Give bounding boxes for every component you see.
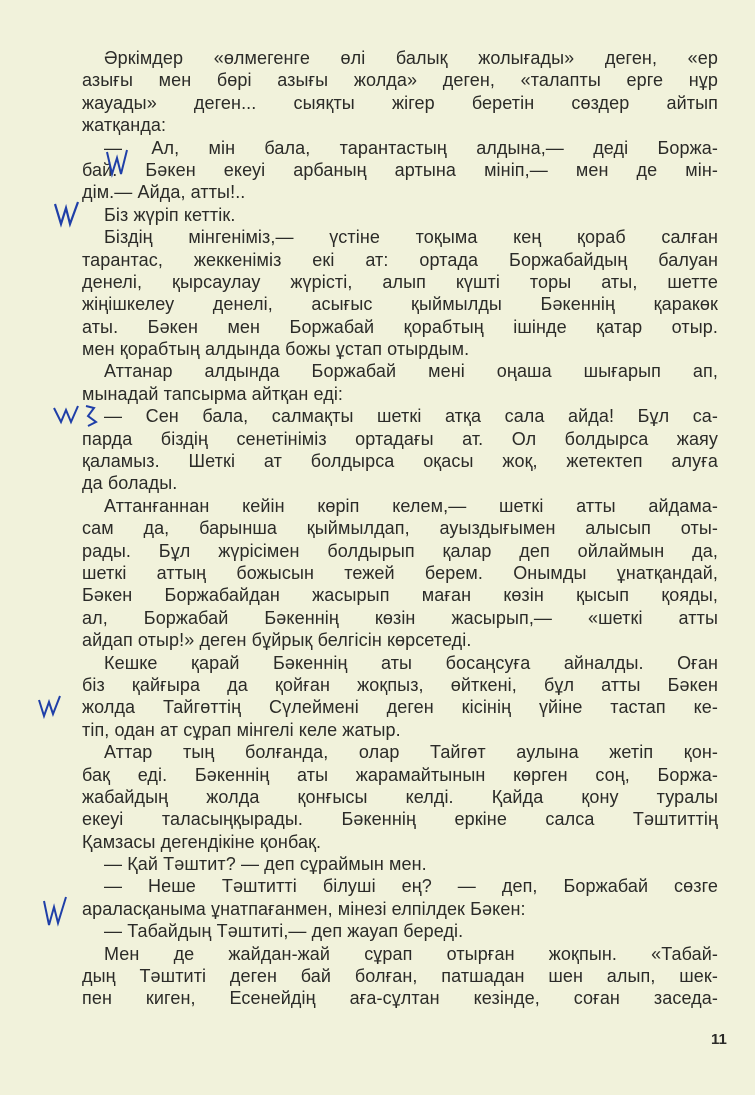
handwritten-mark-icon xyxy=(52,400,102,430)
text-line: азығы мен бөрі азығы жолда» деген, «талапты ерге нұр xyxy=(82,70,718,91)
text-line: рады. Бұл жүрісімен болдырып қалар деп ойлаймын да, xyxy=(82,540,718,561)
text-line: ал, Боржабай Бәкеннің көзін жасырып,— «шеткі атты xyxy=(82,607,718,628)
text-line: қаламыз. Шеткі ат болдырса оқасы жоқ, жетектеп алуға xyxy=(82,451,718,472)
text-line: тарантас, жеккеніміз екі ат: ортада Боржабайдың балуан xyxy=(82,249,718,270)
text-line: Аттанғаннан кейін көріп келем,— шеткі атты айдама- xyxy=(104,495,718,516)
text-line: Біздің мінгеніміз,— үстіне тоқыма кең қораб салған xyxy=(104,227,718,248)
text-line: мынадай тапсырма айтқан еді: xyxy=(82,383,344,404)
text-line: жабайдың жолда қонғысы келді. Қайда қону туралы xyxy=(82,786,718,807)
text-line: жіңішкелеу денелі, асығыс қыймылды Бәкеннің қаракөк xyxy=(82,294,718,315)
text-line: жолда Тайгөттің Сүлеймені деген кісінің үйіне тастап ке- xyxy=(82,697,718,718)
text-line: шеткі аттың божысын тежей берем. Онымды ұнатқандай, xyxy=(82,562,718,583)
text-line: Әркімдер «өлмегенге өлі балық жолығады» деген, «ер xyxy=(104,48,718,68)
text-line: тіп, одан ат сұрап мінгелі келе жатыр. xyxy=(82,719,401,740)
page-body xyxy=(82,47,718,1010)
text-line: екеуі таласыңқырады. Бәкеннің еркіне салса Тәштиттің xyxy=(82,809,718,830)
text-line: Кешке қарай Бәкеннің аты босаңсуға айналды. Оған xyxy=(104,652,718,673)
text-line: дың Тәштиті деген бай болған, патшадан шен алып, шек- xyxy=(82,966,718,987)
text-line: бай. Бәкен екеуі арбаның артына мініп,— мен де мін- xyxy=(82,159,718,180)
text-line: сам да, барынша қыймылдап, ауыздығымен алысып оты- xyxy=(82,518,718,539)
handwritten-mark-icon xyxy=(40,895,70,929)
text-line: Аттар тың болғанда, олар Тайгөт аулына жетіп қон- xyxy=(104,742,718,763)
text-line: мен қорабтың алдында божы ұстап отырдым. xyxy=(82,339,470,360)
text-line: — Сен бала, салмақты шеткі атқа сала айда! Бұл са- xyxy=(104,406,718,427)
text-line: да болады. xyxy=(82,473,178,494)
text-line: пен киген, Есенейдің аға-сұлтан кезінде, соған заседа- xyxy=(82,988,718,1009)
text-line: аты. Бәкен мен Боржабай қорабтың ішінде қатар отыр. xyxy=(82,316,718,337)
text-line: — Неше Тәштитті білуші ең? — деп, Боржабай сөзге xyxy=(104,876,718,897)
text-line: Аттанар алдында Боржабай мені оңаша шығарып ап, xyxy=(104,361,718,382)
text-line: жауады» деген... сыяқты жігер беретін сөздер айтып xyxy=(82,92,718,113)
text-line: Мен де жайдан-жай сұрап отырған жоқпын. «Табай- xyxy=(104,943,718,964)
text-line: Бәкен Боржабайдан жасырып маған көзін қысып қояды, xyxy=(82,585,718,606)
text-line: Біз жүріп кеттік. xyxy=(104,204,236,225)
text-line: — Табайдың Тәштиті,— деп жауап береді. xyxy=(104,921,464,942)
text-line: — Қай Тәштит? — деп сұраймын мен. xyxy=(104,854,427,875)
handwritten-mark-icon xyxy=(36,690,66,720)
text-line: парда біздің сенетініміз ортадағы ат. Ол болдырса жаяу xyxy=(82,428,718,449)
page-number: 11 xyxy=(711,1031,727,1048)
text-line: жатқанда: xyxy=(82,115,167,136)
text-line: дім.— Айда, атты!.. xyxy=(82,182,246,203)
text-line: бақ еді. Бәкеннің аты жарамайтынын көрген соң, Боржа- xyxy=(82,764,718,785)
text-line: денелі, қырсаулау жүрісті, алып күшті торы аты, шетте xyxy=(82,271,718,292)
text-line: — Ал, мін бала, тарантастың алдына,— деді Боржа- xyxy=(104,137,718,158)
text-line: айдап отыр!» деген бұйрық белгісін көрсетеді. xyxy=(82,630,472,651)
handwritten-mark-icon xyxy=(52,200,82,228)
handwritten-mark-icon xyxy=(104,148,130,178)
text-line: біз қайғыра да қойған жоқпыз, өйткені, бұл атты Бәкен xyxy=(82,674,718,695)
text-line: Қамзасы дегендікіне қонбақ. xyxy=(82,831,322,852)
text-line: араласқаныма ұнатпағанмен, мінезі елпілдек Бәкен: xyxy=(82,898,526,919)
